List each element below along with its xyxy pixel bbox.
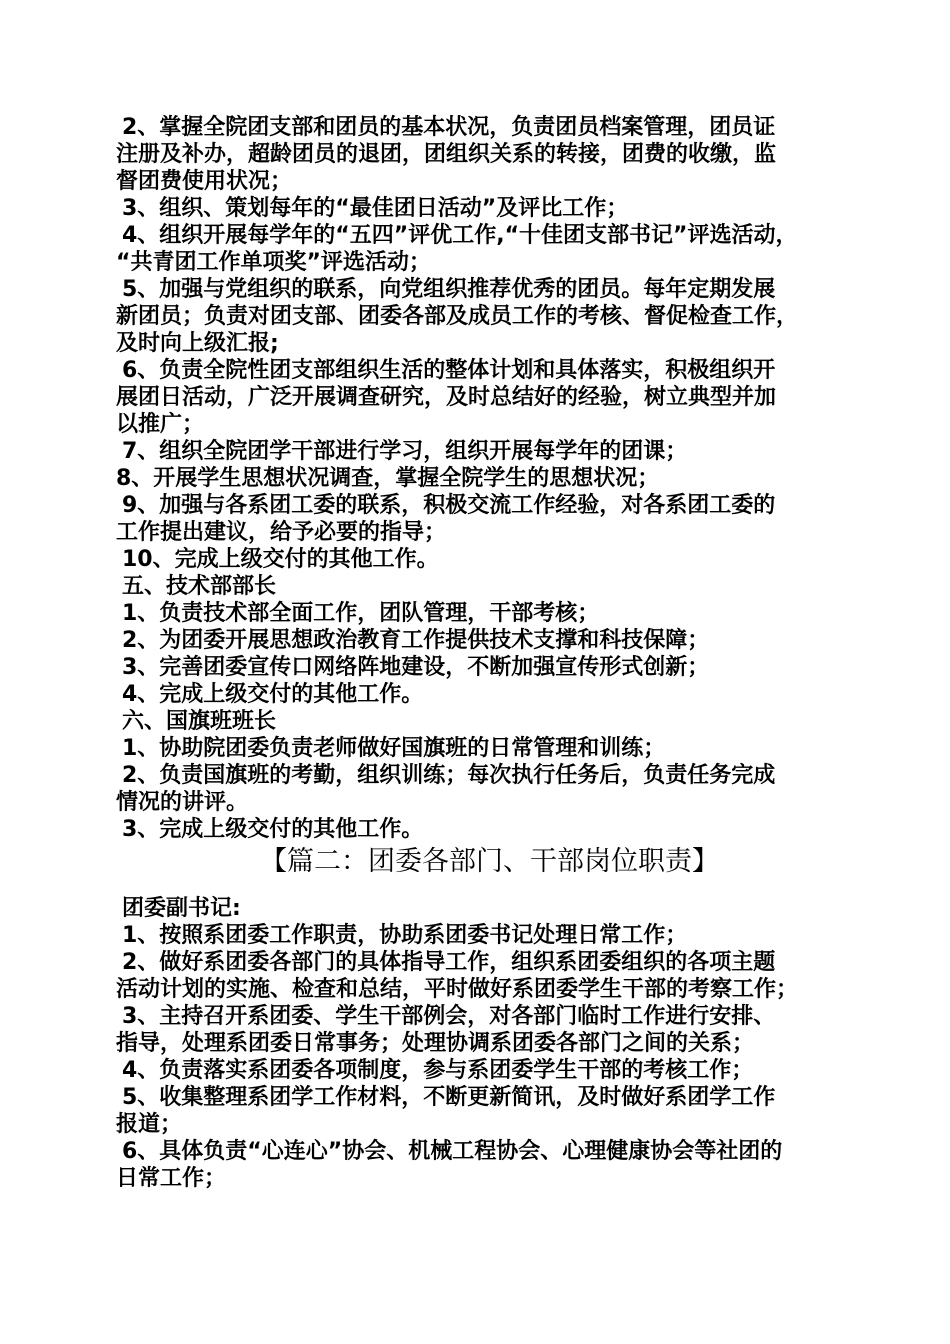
part1-line: 新团员；负责对团支部、团委各部及成员工作的考核、督促检查工作， bbox=[116, 304, 799, 329]
part1-line: 4、组织开展每学年的“五四”评优工作,“十佳团支部书记”评选活动， bbox=[122, 223, 798, 248]
part2-line: 6、具体负责“心连心”协会、机械工程协会、心理健康协会等社团的 bbox=[122, 1139, 783, 1164]
part1-line: 9、加强与各系团工委的联系，积极交流工作经验，对各系团工委的 bbox=[122, 493, 776, 518]
part1-line: 展团日活动，广泛开展调查研究，及时总结好的经验，树立典型并加 bbox=[116, 385, 777, 410]
part1-line: 1、负责技术部全面工作，团队管理，干部考核； bbox=[122, 601, 600, 626]
part2-line: 5、收集整理系团学工作材料，不断更新简讯，及时做好系团学工作 bbox=[122, 1085, 776, 1110]
part1-line: 工作提出建议，给予必要的指导； bbox=[116, 520, 447, 545]
part1-line: 3、组织、策划每年的“最佳团日活动”及评比工作； bbox=[122, 196, 629, 221]
part2-line: 4、负责落实系团委各项制度，参与系团委学生干部的考核工作； bbox=[122, 1058, 754, 1083]
part1-line: 注册及补办，超龄团员的退团，团组织关系的转接，团费的收缴，监 bbox=[116, 142, 777, 167]
part1-line: 督团费使用状况； bbox=[116, 169, 293, 194]
part2-line: 团委副书记: bbox=[122, 896, 241, 921]
part-one-text bbox=[116, 114, 851, 843]
part1-line: 以推广； bbox=[116, 412, 205, 437]
part-two-text bbox=[116, 895, 851, 1192]
part1-line: 五、技术部部长 bbox=[122, 574, 277, 599]
part1-line: 4、完成上级交付的其他工作。 bbox=[122, 682, 424, 707]
part1-line: 6、负责全院性团支部组织生活的整体计划和具体落实，积极组织开 bbox=[122, 358, 776, 383]
part2-line: 1、按照系团委工作职责，协助系团委书记处理日常工作； bbox=[122, 923, 688, 948]
part2-line: 指导，处理系团委日常事务；处理协调系团委各部门之间的关系； bbox=[116, 1031, 755, 1056]
part1-line: 5、加强与党组织的联系，向党组织推荐优秀的团员。每年定期发展 bbox=[122, 277, 776, 302]
part1-line: 2、负责国旗班的考勤，组织训练；每次执行任务后，负责任务完成 bbox=[122, 763, 776, 788]
part1-line: 2、掌握全院团支部和团员的基本状况，负责团员档案管理，团员证 bbox=[122, 115, 776, 140]
part2-line: 3、主持召开系团委、学生干部例会，对各部门临时工作进行安排、 bbox=[122, 1004, 776, 1029]
part1-line: 及时向上级汇报; bbox=[116, 331, 279, 356]
part2-line: 活动计划的实施、检查和总结，平时做好系团委学生干部的考察工作； bbox=[116, 977, 799, 1002]
document-body bbox=[116, 114, 851, 1192]
part1-line: 3、完善团委宣传口网络阵地建设，不断加强宣传形式创新； bbox=[122, 655, 710, 680]
part1-line: 2、为团委开展思想政治教育工作提供技术支撑和科技保障； bbox=[122, 628, 710, 653]
part2-line: 报道； bbox=[116, 1112, 183, 1137]
section-title: 【篇二：团委各部门、干部岗位职责】 bbox=[260, 846, 719, 877]
part1-line: 3、完成上级交付的其他工作。 bbox=[122, 817, 424, 842]
part1-line: 六、国旗班班长 bbox=[122, 709, 277, 734]
part2-line: 日常工作； bbox=[116, 1166, 227, 1191]
part2-line: 2、做好系团委各部门的具体指导工作，组织系团委组织的各项主题 bbox=[122, 950, 776, 975]
section-spacer bbox=[116, 885, 851, 895]
part1-line: 1、协助院团委负责老师做好国旗班的日常管理和训练； bbox=[122, 736, 666, 761]
part1-line: 情况的讲评。 bbox=[116, 790, 249, 815]
part1-line: 10、完成上级交付的其他工作。 bbox=[122, 547, 439, 572]
part1-line: 7、组织全院团学干部进行学习，组织开展每学年的团课； bbox=[122, 439, 688, 464]
part1-line: “共青团工作单项奖”评选活动； bbox=[116, 250, 431, 275]
part1-line: 8、开展学生思想状况调查，掌握全院学生的思想状况； bbox=[116, 466, 660, 491]
